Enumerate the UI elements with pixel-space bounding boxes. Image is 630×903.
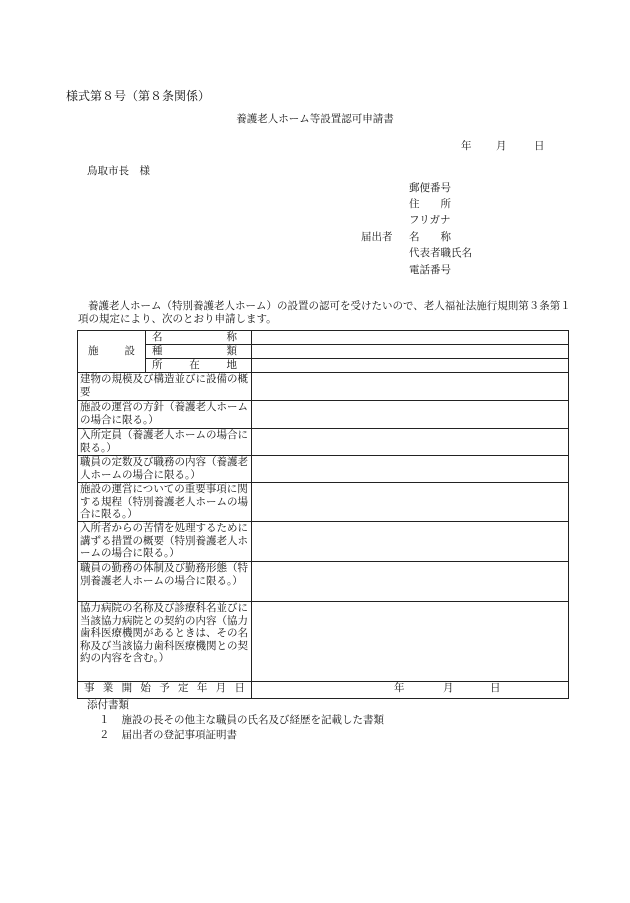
applicant-postal-code-label: 郵便番号 [409,182,451,194]
attachment-item [99,712,384,727]
form-code: 様式第８号（第８条関係） [66,89,211,103]
date-month-label: 月 [496,140,507,152]
form-title: 養護老人ホーム等設置認可申請書 [236,113,394,125]
facility-type-value[interactable] [252,345,569,359]
table-row [78,522,569,562]
table-row [78,682,569,699]
table-row [78,331,569,345]
applicant-address-label: 住 所 [409,198,451,210]
facility-type-label: 種類 [146,345,252,359]
row-work-system-value[interactable] [252,562,569,602]
table-row [78,345,569,359]
attachments-heading: 添付書類 [87,699,129,711]
attachment-number: ２ [99,729,110,741]
schedule-day-label: 日 [490,682,501,694]
facility-label: 施設 [78,331,146,373]
row-policy-label: 施設の運営の方針（養護老人ホームの場合に限る。） [78,401,252,429]
facility-name-label: 名称 [146,331,252,345]
facility-name-value[interactable] [252,331,569,345]
table-row [78,429,569,456]
table-row [78,401,569,429]
applicant-furigana-label: フリガナ [409,214,451,226]
application-table [77,330,569,699]
row-complaints-label: 入所者からの苦情を処理するために講ずる措置の概要（特別養護老人ホームの場合に限る。） [78,522,252,562]
facility-location-label: 所在地 [146,359,252,373]
intro-text: 養護老人ホーム（特別養護老人ホーム）の設置の認可を受けたいので、老人福祉法施行規則第３条第１項の規定により、次のとおり申請します。 [78,300,571,325]
table-row [78,562,569,602]
row-complaints-value[interactable] [252,522,569,562]
row-building-label: 建物の規模及び構造並びに設備の概要 [78,373,252,401]
date-day-label: 日 [534,140,545,152]
row-capacity-value[interactable] [252,429,569,456]
schedule-date[interactable] [252,682,569,699]
row-policy-value[interactable] [252,401,569,429]
schedule-year-label: 年 [394,682,405,694]
attachment-item [99,727,237,742]
row-work-system-label: 職員の勤務の体制及び勤務形態（特別養護老人ホームの場合に限る。） [78,562,252,602]
table-row [78,373,569,401]
schedule-month-label: 月 [443,682,454,694]
row-building-value[interactable] [252,373,569,401]
table-row [78,456,569,483]
attachment-text: 施設の長その他主な職員の氏名及び経歴を記載した書類 [121,714,384,726]
applicant-representative-label: 代表者職氏名 [409,247,472,259]
attachment-number: １ [99,714,110,726]
table-row [78,602,569,682]
row-staff-value[interactable] [252,456,569,483]
attachment-text: 届出者の登記事項証明書 [121,729,237,741]
row-hospital-value[interactable] [252,602,569,682]
schedule-label: 事業開始予定年月日 [78,682,252,699]
table-row [78,359,569,373]
table-row [78,483,569,522]
row-regulations-value[interactable] [252,483,569,522]
row-regulations-label: 施設の運営についての重要事項に関する規程（特別養護老人ホームの場合に限る。） [78,483,252,522]
row-capacity-label: 入所定員（養護老人ホームの場合に限る。） [78,429,252,456]
facility-location-value[interactable] [252,359,569,373]
applicant-name-label: 名 称 [409,231,451,243]
date-year-label: 年 [461,140,472,152]
applicant-label: 届出者 [361,231,393,243]
row-staff-label: 職員の定数及び職務の内容（養護老人ホームの場合に限る。） [78,456,252,483]
row-hospital-label: 協力病院の名称及び診療科名並びに当該協力病院との契約の内容（協力歯科医療機関があるときは、その名称及び当該協力歯科医療機関との契約の内容を含む。） [78,602,252,682]
applicant-phone-label: 電話番号 [409,264,451,276]
addressee: 鳥取市長 様 [87,165,150,177]
